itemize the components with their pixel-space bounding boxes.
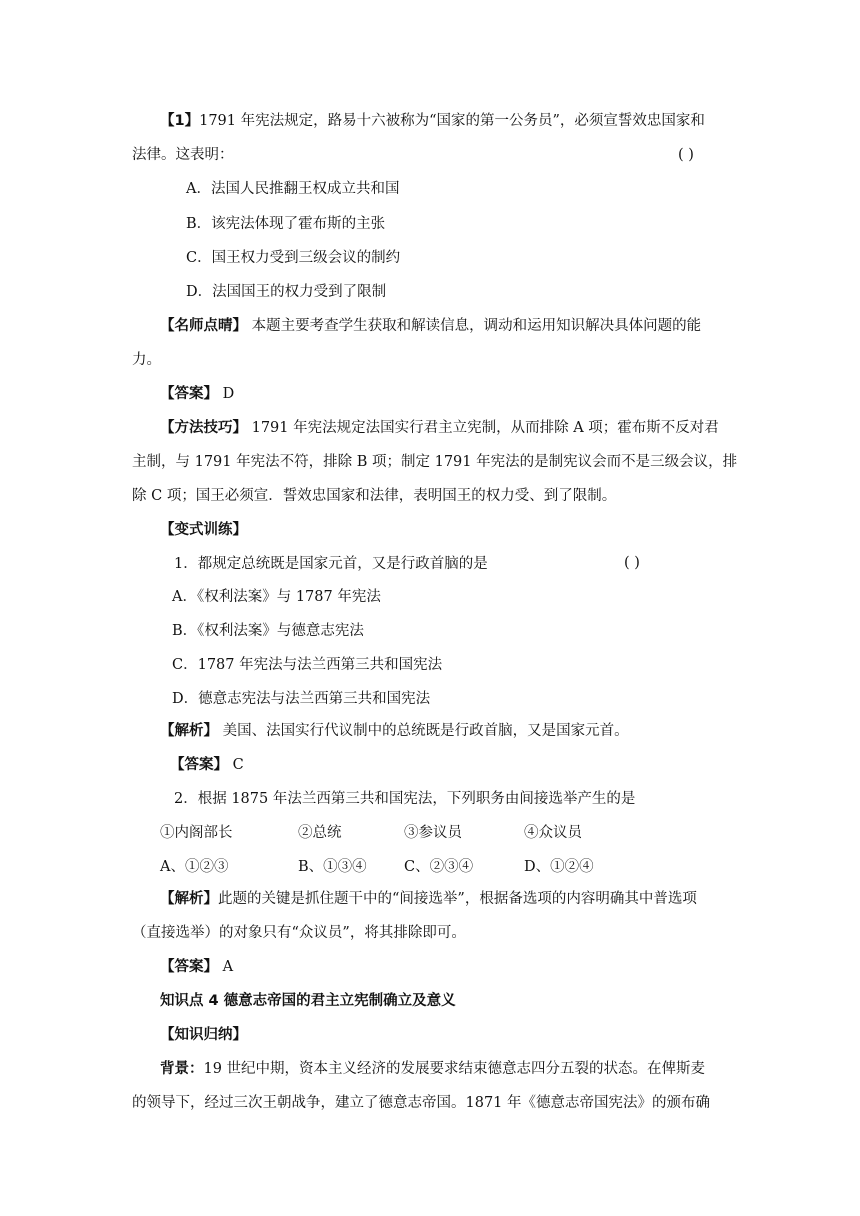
answer-value: A <box>218 959 234 975</box>
q1-option-b: B．该宪法体现了霍布斯的主张 <box>186 216 386 232</box>
variant-q1-answer-blank: ( ) <box>624 555 640 571</box>
q1-answer <box>160 384 234 404</box>
q1-line1 <box>160 111 705 131</box>
q1-line2: 法律。这表明： <box>132 147 234 163</box>
q1-option-c: C．国王权力受到三级会议的制约 <box>186 250 401 266</box>
q1-tip <box>160 316 701 336</box>
answer-label: 【答案】 <box>160 386 218 402</box>
background-label: 背景： <box>160 1061 204 1077</box>
q1-option-d: D．法国国王的权力受到了限制 <box>186 284 387 300</box>
background-line2: 的领导下，经过三次王朝战争，建立了德意志帝国。1871 年《德意志帝国宪法》的颁布确 <box>132 1095 711 1111</box>
variant-q1-analysis <box>160 721 629 741</box>
q2-option-b: B、①③④ <box>298 859 367 875</box>
answer-value: D <box>218 386 235 402</box>
analysis-label: 【解析】 <box>160 891 218 907</box>
q1-text1: 1791 年宪法规定，路易十六被称为“国家的第一公务员”，必须宣誓效忠国家和 <box>199 113 705 129</box>
q2-option-c: C、②③④ <box>404 859 474 875</box>
summary-label: 【知识归纳】 <box>160 1027 247 1043</box>
q1-method-line3: 除 C 项；国王必须宣．誓效忠国家和法律，表明国王的权力受、到了限制。 <box>132 488 617 504</box>
variant-q2-answer <box>160 957 233 977</box>
variant-q2-stem: 2．根据 1875 年法兰西第三共和国宪法，下列职务由间接选举产生的是 <box>174 791 636 807</box>
background-line1 <box>160 1059 705 1079</box>
variant-q1-option-d: D．德意志宪法与法兰西第三共和国宪法 <box>172 691 431 707</box>
q1-method-line2: 主制，与 1791 年宪法不符，排除 B 项；制定 1791 年宪法的是制宪议会而不是三级会议，排 <box>132 454 738 470</box>
answer-label: 【答案】 <box>160 959 218 975</box>
analysis-label: 【解析】 <box>160 723 218 739</box>
section-title: 知识点 4 德意志帝国的君主立宪制确立及意义 <box>160 993 456 1009</box>
variant-q2-analysis <box>160 889 697 909</box>
q1-answer-blank: ( ) <box>678 147 694 163</box>
q2-item-3: ③参议员 <box>404 825 462 841</box>
variant-q1-answer <box>170 755 244 775</box>
variant-q1-option-a: A．《权利法案》与 1787 年宪法 <box>172 589 381 605</box>
analysis-text1: 此题的关键是抓住题干中的“间接选举”，根据备选项的内容明确其中普选项 <box>218 891 697 907</box>
method-text1: 1791 年宪法规定法国实行君主立宪制，从而排除 A 项；霍布斯不反对君 <box>247 420 719 436</box>
q2-item-1: ①内阁部长 <box>160 825 233 841</box>
variant-q1-option-b: B．《权利法案》与德意志宪法 <box>172 623 364 639</box>
q1-method <box>160 418 719 438</box>
q1-tip-line2: 力。 <box>132 352 161 368</box>
q2-option-a: A、①②③ <box>160 859 229 875</box>
answer-value: C <box>228 757 244 773</box>
q1-tag: 【1】 <box>160 113 200 129</box>
variant-q1-stem: 1．都规定总统既是国家元首，又是行政首脑的是 <box>174 556 488 572</box>
answer-label: 【答案】 <box>170 757 228 773</box>
method-label: 【方法技巧】 <box>160 420 247 436</box>
tip-text: 本题主要考查学生获取和解读信息，调动和运用知识解决具体问题的能 <box>247 318 702 334</box>
q2-option-d: D、①②④ <box>524 859 594 875</box>
variant-q2-analysis-line2: （直接选举）的对象只有“众议员”，将其排除即可。 <box>132 925 466 941</box>
tip-label: 【名师点晴】 <box>160 318 247 334</box>
background-text1: 19 世纪中期，资本主义经济的发展要求结束德意志四分五裂的状态。在俾斯麦 <box>203 1061 706 1077</box>
q2-item-2: ②总统 <box>298 825 342 841</box>
variant-label: 【变式训练】 <box>160 522 247 538</box>
q2-item-4: ④众议员 <box>524 825 582 841</box>
analysis-text: 美国、法国实行代议制中的总统既是行政首脑，又是国家元首。 <box>218 723 629 739</box>
variant-q1-option-c: C．1787 年宪法与法兰西第三共和国宪法 <box>172 657 443 673</box>
q1-option-a: A．法国人民推翻王权成立共和国 <box>186 181 400 197</box>
